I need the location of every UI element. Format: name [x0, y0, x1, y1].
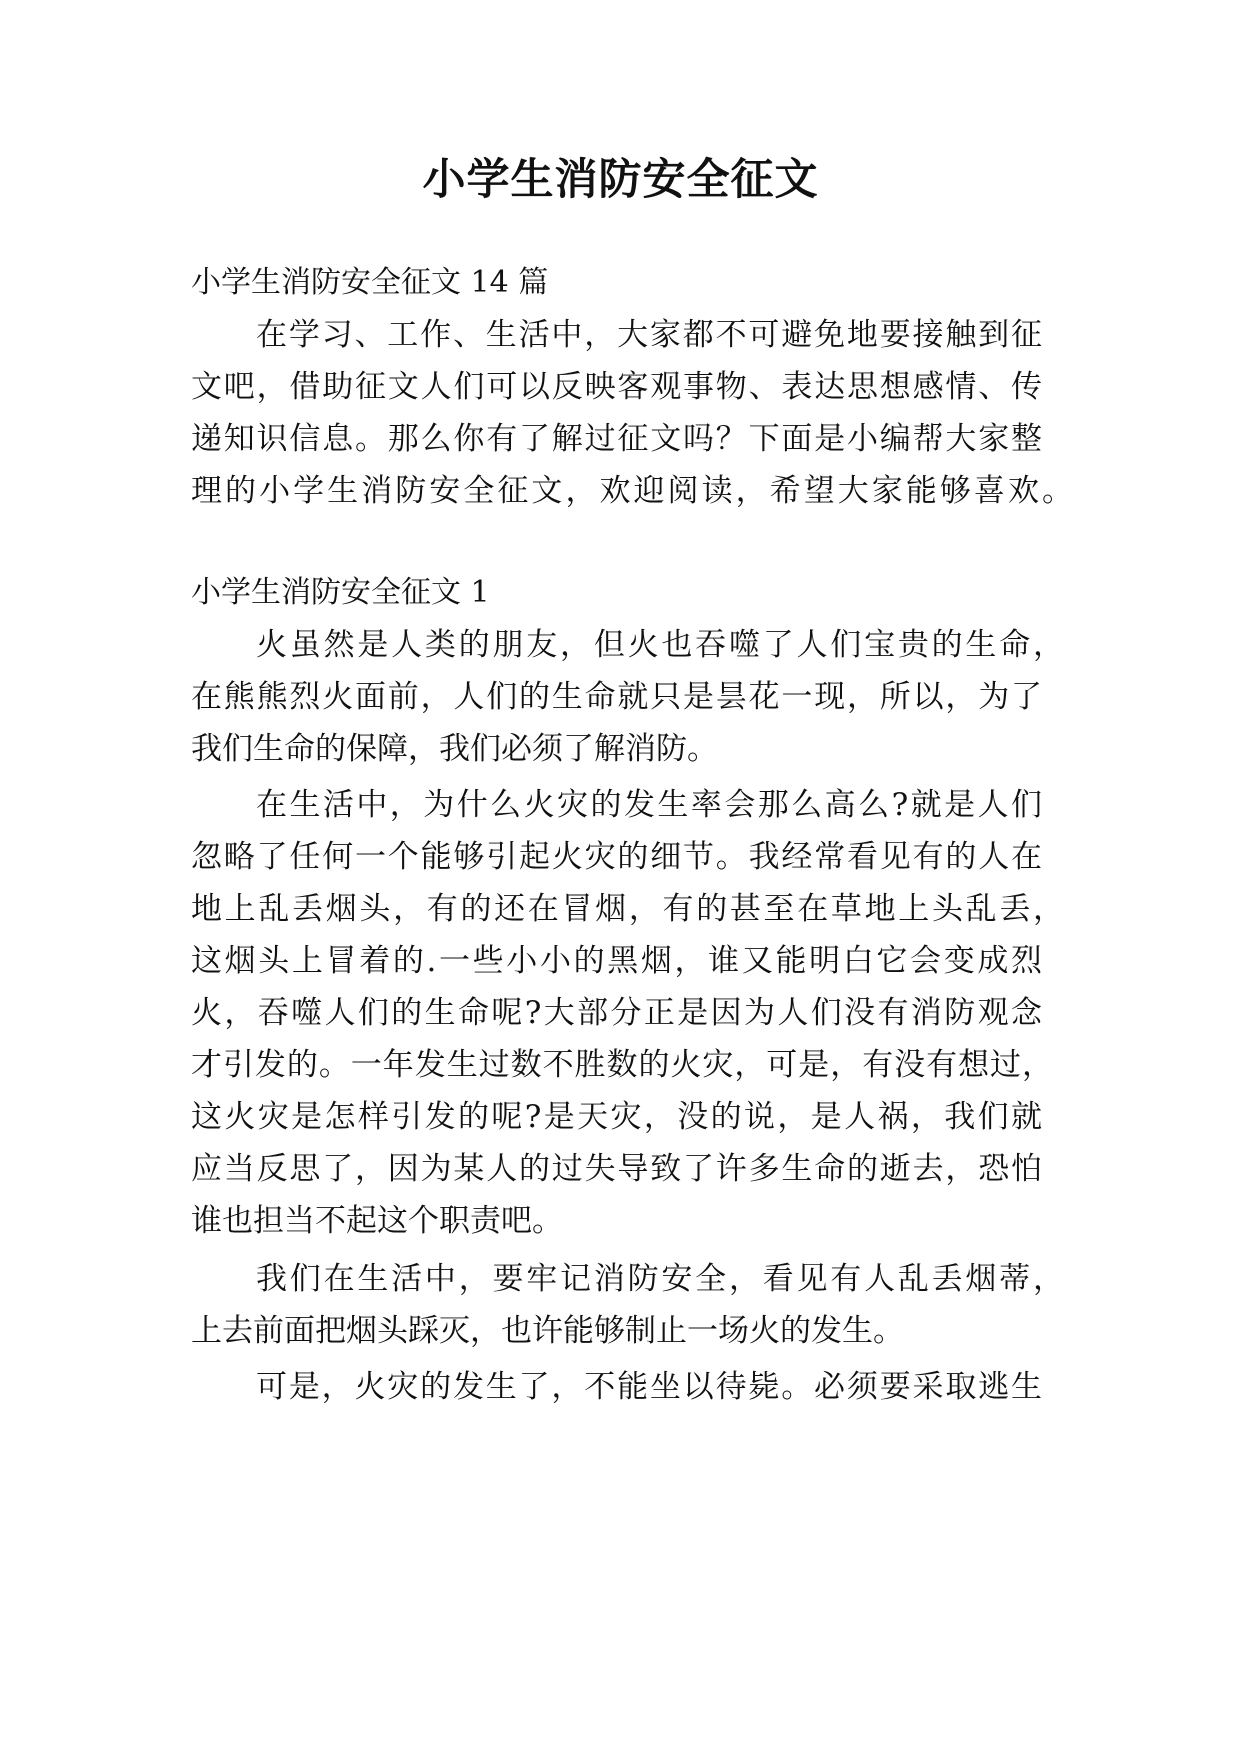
essay-line: 这火灾是怎样引发的呢?是天灾，没的说，是人祸，我们就	[191, 1099, 1042, 1135]
document-title: 小学生消防安全征文	[422, 155, 819, 205]
essay-line: 火，吞噬人们的生命呢?大部分正是因为人们没有消防观念	[191, 995, 1042, 1031]
intro-line: 文吧，借助征文人们可以反映客观事物、表达思想感情、传	[191, 369, 1042, 405]
essay-line: 上去前面把烟头踩灭，也许能够制止一场火的发生。	[191, 1313, 904, 1349]
essay-line: 火虽然是人类的朋友，但火也吞噬了人们宝贵的生命，	[256, 627, 1064, 663]
essay-line: 可是，火灾的发生了，不能坐以待毙。必须要采取逃生	[256, 1369, 1042, 1405]
essay-heading: 小学生消防安全征文 1	[191, 575, 490, 610]
collection-heading: 小学生消防安全征文 14 篇	[191, 265, 549, 300]
essay-line: 我们生命的保障，我们必须了解消防。	[191, 731, 718, 767]
essay-line: 我们在生活中，要牢记消防安全，看见有人乱丢烟蒂，	[256, 1261, 1064, 1297]
intro-line: 在学习、工作、生活中，大家都不可避免地要接触到征	[256, 317, 1042, 353]
essay-line: 才引发的。一年发生过数不胜数的火灾，可是，有没有想过，	[191, 1047, 1053, 1083]
intro-line: 理的小学生消防安全征文，欢迎阅读，希望大家能够喜欢。	[191, 473, 1073, 509]
intro-line: 递知识信息。那么你有了解过征文吗？下面是小编帮大家整	[191, 421, 1042, 457]
essay-line: 在生活中，为什么火灾的发生率会那么高么?就是人们	[256, 787, 1042, 823]
essay-line: 这烟头上冒着的.一些小小的黑烟，谁又能明白它会变成烈	[191, 943, 1042, 979]
essay-line: 在熊熊烈火面前，人们的生命就只是昙花一现，所以，为了	[191, 679, 1042, 715]
essay-line: 地上乱丢烟头，有的还在冒烟，有的甚至在草地上头乱丢，	[191, 891, 1064, 927]
essay-line: 忽略了任何一个能够引起火灾的细节。我经常看见有的人在	[191, 839, 1042, 875]
essay-line: 应当反思了，因为某人的过失导致了许多生命的逝去，恐怕	[191, 1151, 1042, 1187]
essay-line: 谁也担当不起这个职责吧。	[191, 1203, 563, 1239]
